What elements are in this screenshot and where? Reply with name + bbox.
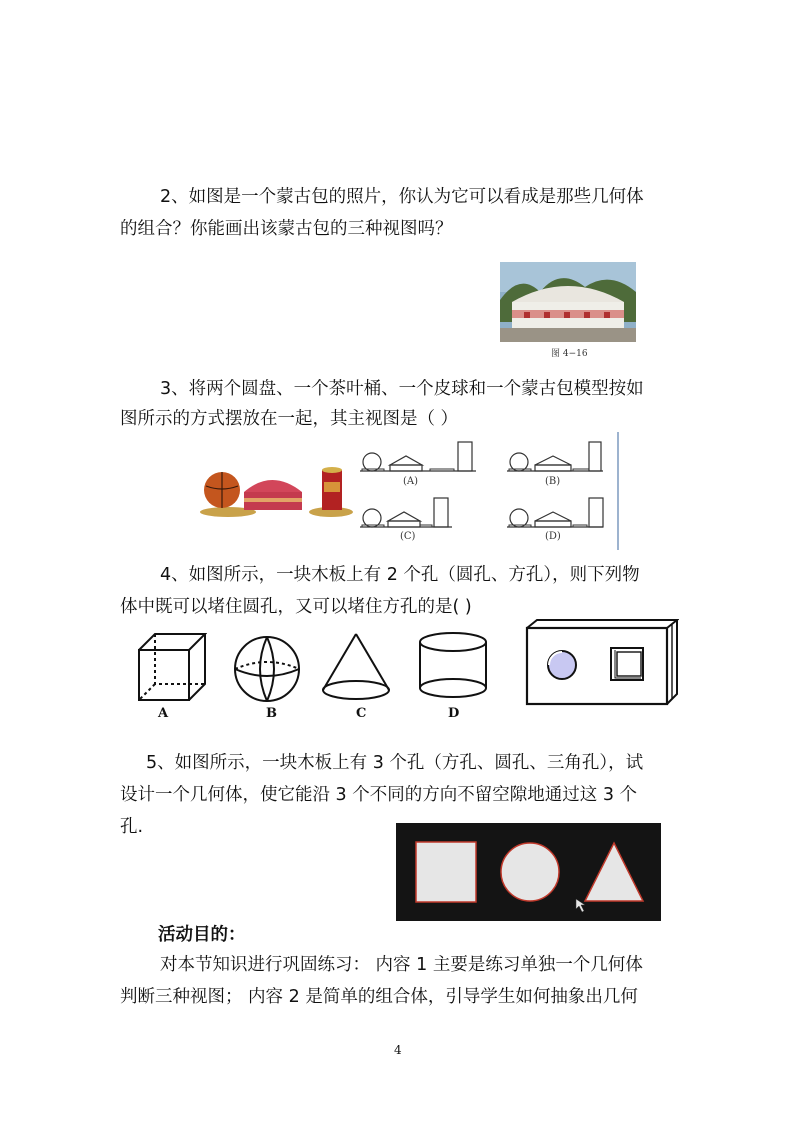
- shape-label-c: C: [356, 706, 367, 721]
- option-d-label: (D): [545, 531, 561, 542]
- board-with-three-holes: [396, 823, 661, 925]
- activity-line-1: 对本节知识进行巩固练习： 内容 1 主要是练习单独一个几何体: [160, 955, 643, 975]
- q2-line-2: 的组合？你能画出该蒙古包的三种视图吗？: [120, 219, 453, 239]
- vertical-divider: [617, 432, 619, 550]
- shape-label-a: A: [158, 706, 169, 721]
- q5-line-2: 设计一个几何体，使它能沿 3 个不同的方向不留空隙地通过这 3 个: [120, 785, 638, 805]
- cube-shape: [137, 632, 207, 708]
- shape-label-b: B: [266, 706, 277, 721]
- q3-line-2: 图所示的方式摆放在一起，其主视图是（ ）: [120, 409, 459, 429]
- q5-line-3: 孔.: [120, 817, 144, 837]
- option-a-view: [358, 438, 478, 478]
- figure-caption: 图 4−16: [551, 349, 588, 359]
- activity-line-2: 判断三种视图； 内容 2 是简单的组合体，引导学生如何抽象出几何: [120, 987, 638, 1007]
- sphere-shape: [233, 634, 301, 708]
- option-b-label: (B): [545, 476, 561, 487]
- option-c-label: (C): [400, 531, 416, 542]
- q4-line-1: 4、如图所示，一块木板上有 2 个孔（圆孔、方孔），则下列物: [160, 565, 640, 585]
- option-d-view: [505, 494, 605, 534]
- objects-arrangement-photo: [200, 462, 355, 518]
- q3-line-1: 3、将两个圆盘、一个茶叶桶、一个皮球和一个蒙古包模型按如: [160, 379, 644, 399]
- cylinder-shape: [417, 630, 489, 704]
- q5-line-1: 5、如图所示，一块木板上有 3 个孔（方孔、圆孔、三角孔），试: [146, 753, 644, 773]
- board-with-two-holes: [525, 618, 679, 710]
- option-a-label: (A): [403, 476, 419, 487]
- option-b-view: [505, 438, 605, 478]
- page-number: 4: [394, 1043, 402, 1057]
- yurt-photo: [500, 262, 636, 342]
- q4-line-2: 体中既可以堵住圆孔，又可以堵住方孔的是( ): [120, 597, 472, 617]
- q2-line-1: 2、如图是一个蒙古包的照片，你认为它可以看成是那些几何体: [160, 187, 644, 207]
- option-c-view: [358, 494, 454, 534]
- shape-label-d: D: [448, 706, 460, 721]
- cone-shape: [320, 632, 392, 706]
- activity-heading: 活动目的：: [158, 925, 246, 945]
